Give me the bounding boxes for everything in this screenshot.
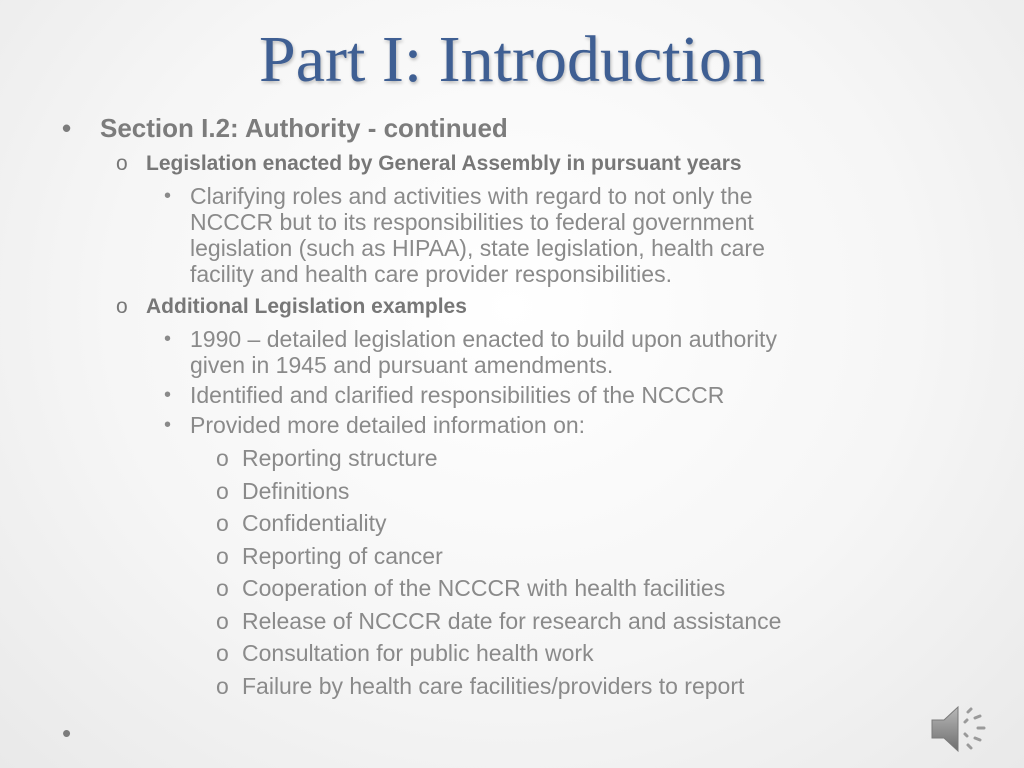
- list-item: [0, 183, 1024, 287]
- group-heading-row: [0, 291, 1024, 322]
- item-line: Provided more detailed information on:: [190, 412, 586, 438]
- subitem-bullet: o: [216, 445, 229, 471]
- detail-item: [0, 507, 1024, 540]
- item-line: 1990 – detailed legislation enacted to build upon authority: [190, 326, 777, 352]
- detail-item-label: Definitions: [242, 477, 350, 504]
- detail-item-label: Release of NCCCR date for research and assistance: [242, 607, 782, 634]
- section-heading-row: [0, 110, 1024, 146]
- subitem-bullet: o: [216, 542, 229, 569]
- detail-item-label: Failure by health care facilities/providers to report: [242, 672, 745, 699]
- list-item: [0, 412, 1024, 438]
- item-line: given in 1945 and pursuant amendments.: [190, 352, 614, 378]
- item-bullet: •: [164, 185, 172, 207]
- detail-item: [0, 475, 1024, 508]
- subitem-bullet: o: [216, 640, 229, 666]
- detail-item: [0, 540, 1024, 573]
- detail-item-label: Reporting of cancer: [242, 542, 443, 569]
- section-heading: Section I.2: Authority - continued: [100, 113, 508, 143]
- group-heading: Additional Legislation examples: [146, 295, 467, 318]
- list-item: [0, 326, 1024, 378]
- slide-title: Part I: Introduction: [259, 23, 765, 96]
- subitem-bullet: o: [216, 575, 229, 601]
- item-line: Clarifying roles and activities with regard to not only the: [190, 183, 753, 209]
- item-bullet: •: [164, 414, 172, 436]
- list-item: [0, 382, 1024, 408]
- section-bullet: •: [62, 113, 72, 143]
- audio-button[interactable]: [926, 700, 996, 758]
- sub-bullet: o: [116, 152, 128, 175]
- detail-item: [0, 605, 1024, 638]
- detail-item: [0, 442, 1024, 475]
- item-line: facility and health care provider responsibilities.: [190, 261, 672, 287]
- subitem-bullet: o: [216, 477, 229, 504]
- group-heading: Legislation enacted by General Assembly in pursuant years: [146, 152, 742, 175]
- detail-item: [0, 572, 1024, 605]
- empty-bullet: •: [62, 718, 72, 748]
- item-bullet: •: [164, 384, 172, 406]
- sub-bullet: o: [116, 295, 128, 318]
- subitem-bullet: o: [216, 672, 229, 699]
- detail-item-label: Reporting structure: [242, 445, 438, 471]
- item-bullet: •: [164, 328, 172, 350]
- detail-item: [0, 637, 1024, 670]
- detail-item: [0, 670, 1024, 703]
- item-line: NCCCR but to its responsibilities to federal government: [190, 209, 754, 235]
- group-heading-row: [0, 148, 1024, 179]
- detail-item-label: Confidentiality: [242, 510, 387, 536]
- slide-content: [0, 110, 1024, 702]
- detail-item-label: Cooperation of the NCCCR with health facilities: [242, 575, 726, 601]
- subitem-bullet: o: [216, 510, 229, 536]
- item-line: Identified and clarified responsibilities of the NCCCR: [190, 382, 725, 408]
- speaker-icon[interactable]: [926, 700, 996, 758]
- detail-item-label: Consultation for public health work: [242, 640, 594, 666]
- subitem-bullet: o: [216, 607, 229, 634]
- item-line: legislation (such as HIPAA), state legislation, health care: [190, 235, 765, 261]
